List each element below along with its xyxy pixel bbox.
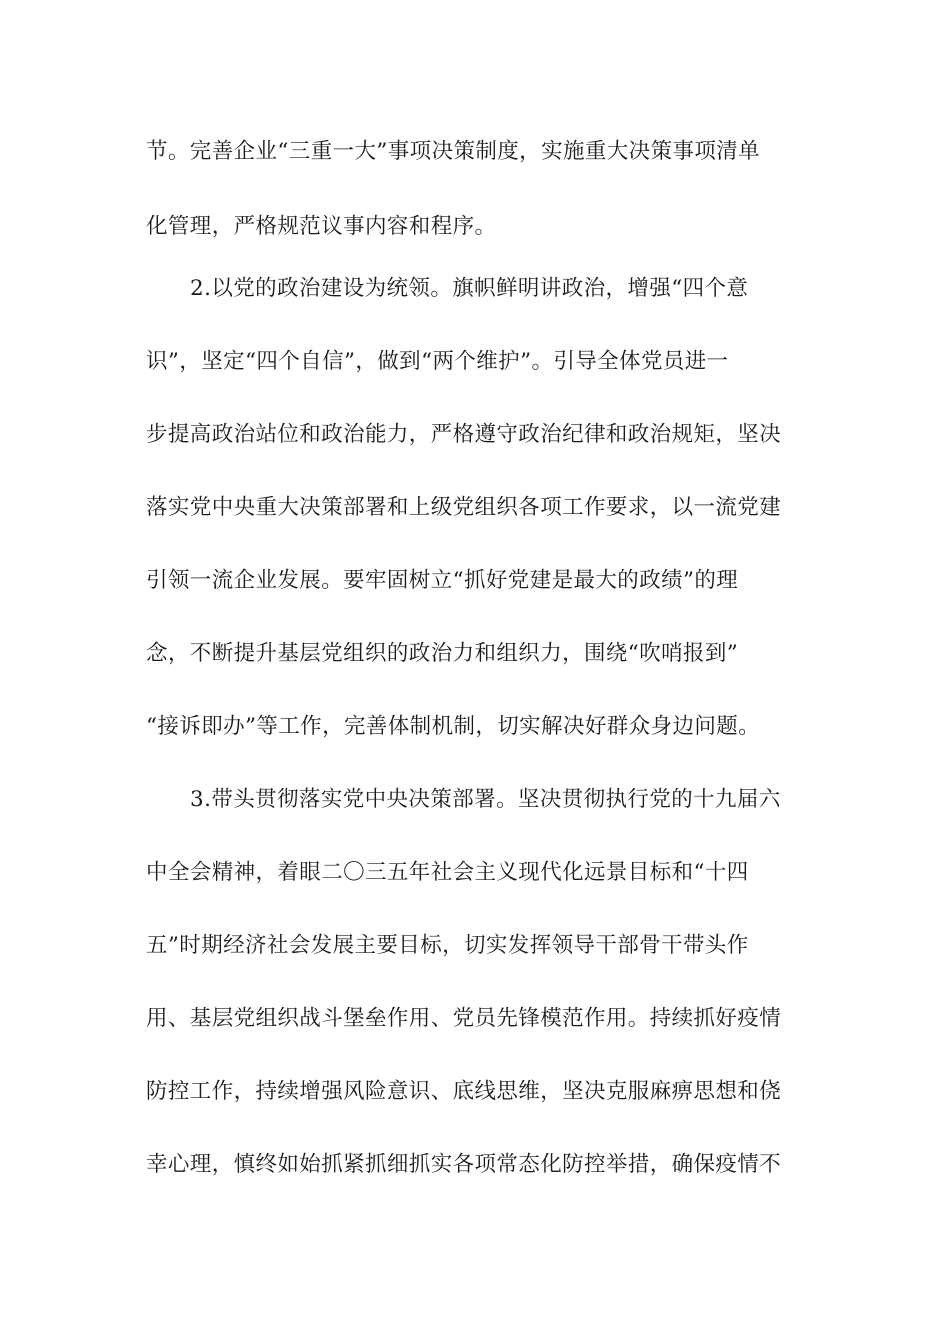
text-line: 防控工作，持续增强风险意识、底线思维，坚决克服麻痹思想和侥 bbox=[146, 1079, 782, 1104]
text-line: 引领一流企业发展。要牢固树立“抓好党建是最大的政绩”的理 bbox=[146, 568, 739, 593]
text-line: 节。完善企业“三重一大”事项决策制度，实施重大决策事项清单 bbox=[146, 139, 761, 164]
text-line: 落实党中央重大决策部署和上级党组织各项工作要求，以一流党建 bbox=[146, 495, 782, 520]
text-line: 五”时期经济社会发展主要目标，切实发挥领导干部骨干带头作 bbox=[146, 933, 749, 958]
text-line: 幸心理，慎终如始抓紧抓细抓实各项常态化防控举措，确保疫情不 bbox=[146, 1152, 782, 1177]
text-line: 用、基层党组织战斗堡垒作用、党员先锋模范作用。持续抓好疫情 bbox=[146, 1006, 782, 1031]
text-line: 化管理，严格规范议事内容和程序。 bbox=[146, 214, 497, 239]
text-line: “接诉即办”等工作，完善体制机制，切实解决好群众身边问题。 bbox=[146, 714, 761, 739]
text-line: 步提高政治站位和政治能力，严格遵守政治纪律和政治规矩，坚决 bbox=[146, 422, 782, 447]
text-line: 识”，坚定“四个自信”，做到“两个维护”。引导全体党员进一 bbox=[146, 349, 729, 374]
text-line: 念，不断提升基层党组织的政治力和组织力，围绕“吹哨报到” bbox=[146, 641, 739, 666]
paragraph-heading-3: 3.带头贯彻落实党中央决策部署。坚决贯彻执行党的十九届六 bbox=[190, 787, 781, 812]
text-line: 中全会精神，着眼二〇三五年社会主义现代化远景目标和“十四 bbox=[146, 860, 749, 885]
paragraph-heading-2: 2.以党的政治建设为统领。旗帜鲜明讲政治，增强“四个意 bbox=[190, 276, 749, 301]
